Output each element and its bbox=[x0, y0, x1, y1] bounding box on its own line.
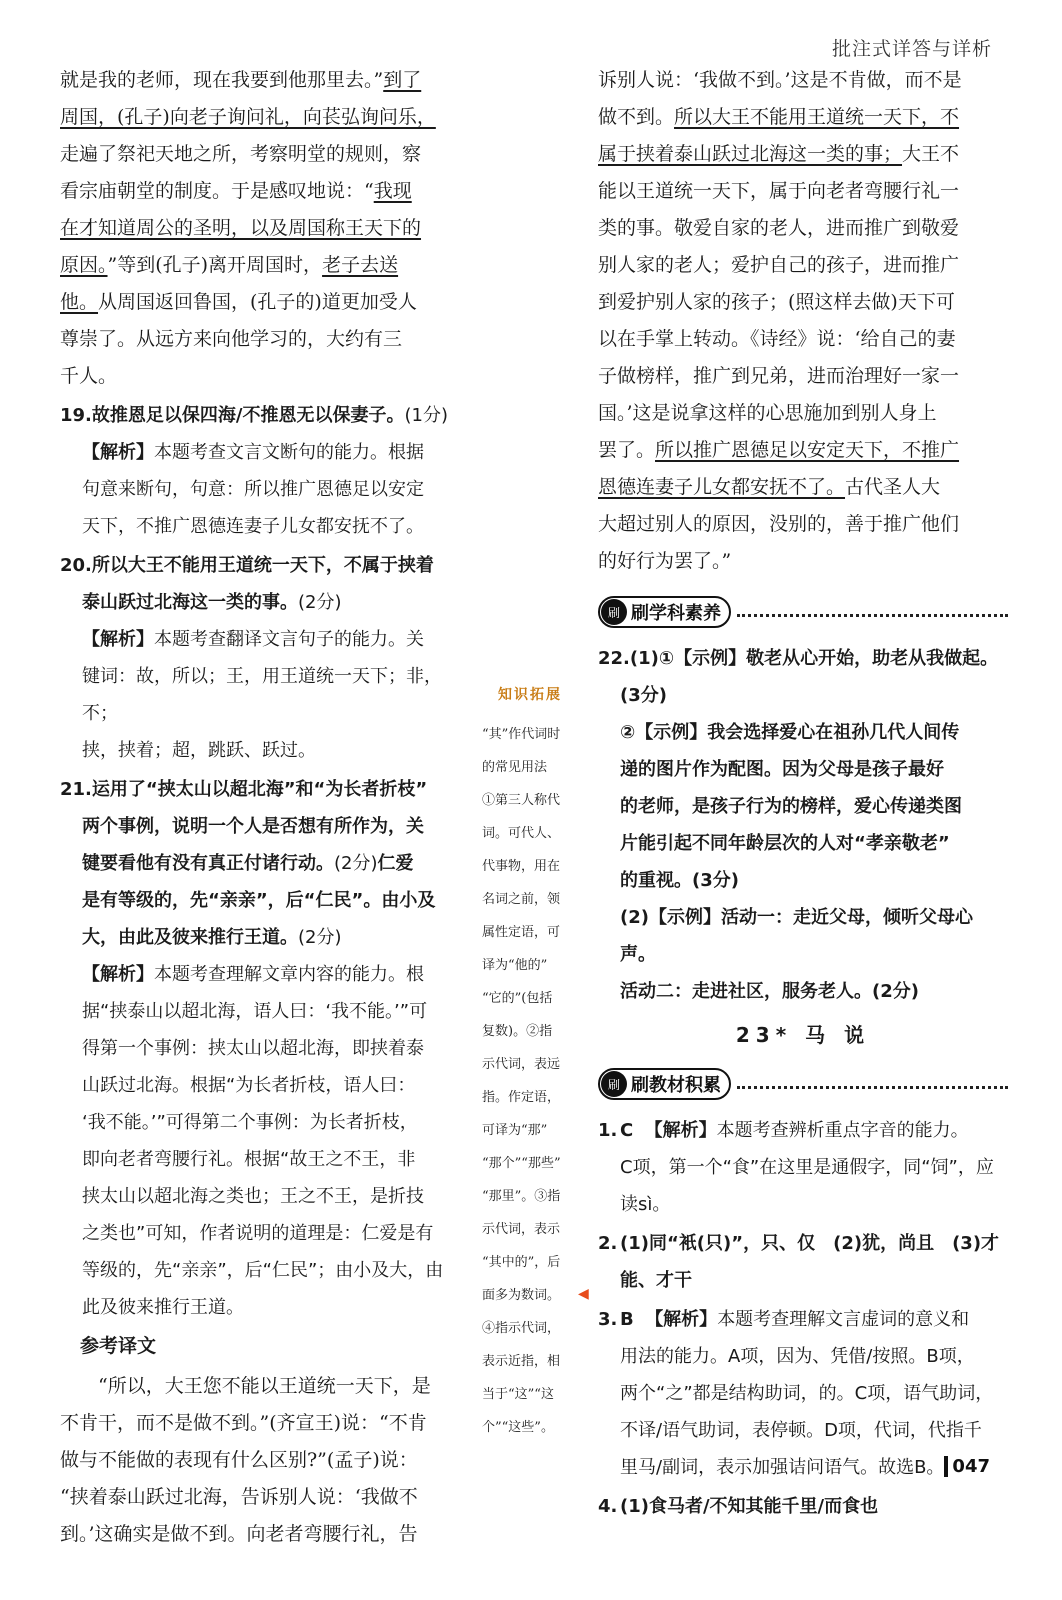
underlined-text: 到了 bbox=[383, 69, 422, 91]
knowledge-note bbox=[482, 62, 578, 1444]
q3-line: 用法的能力。A项，因为、凭借/按照。B项， bbox=[620, 1346, 975, 1367]
underlined-text: 在才知道周公的圣明，以及周国称王天下的 bbox=[60, 217, 422, 239]
text-run: 大王不 bbox=[902, 143, 960, 165]
note-line: 复数)。②指 bbox=[482, 1024, 553, 1039]
q22-line: 的重视。(3分) bbox=[620, 870, 739, 891]
q20-analysis-line: 挟，挟着；超，跳跃、跃过。 bbox=[82, 740, 316, 761]
q4-number: 4. bbox=[598, 1496, 618, 1517]
q22-line: (1)①【示例】敬老从心开始，助老从我做起。 bbox=[629, 648, 999, 669]
handwritten-line bbox=[60, 173, 470, 210]
note-line: 个”“这些”。 bbox=[482, 1420, 554, 1435]
text-run: 走遍了祭祀天地之所，考察明堂的规则，察 bbox=[60, 143, 422, 165]
text-run: 能以王道统一天下，属于向老者弯腰行礼一 bbox=[598, 180, 960, 202]
handwritten-line bbox=[598, 395, 1008, 432]
q21-answer-line: 键要看他有没有真正付诸行动。 bbox=[82, 853, 334, 874]
reference-translation bbox=[60, 1368, 470, 1553]
q20-analysis-line: 键词：故，所以；王，用王道统一天下；非，不； bbox=[82, 666, 442, 724]
reference-translation-heading: 参考译文 bbox=[80, 1335, 157, 1357]
text-run: 的好行为罢了。” bbox=[598, 550, 732, 572]
q3-number: 3. bbox=[598, 1309, 618, 1330]
question-21 bbox=[60, 771, 470, 1326]
page-number: 047 bbox=[944, 1456, 990, 1477]
brush-icon: 刷 bbox=[601, 1071, 627, 1097]
question-4 bbox=[598, 1488, 1008, 1525]
note-line: ④指示代词， bbox=[482, 1321, 561, 1336]
q21-analysis-line: ‘我不能。’”可得第二个事例：为长者折枝， bbox=[82, 1112, 418, 1133]
dotted-divider bbox=[737, 614, 1008, 617]
section-label: 刷学科素养 bbox=[631, 603, 721, 624]
q22-number: 22. bbox=[598, 648, 630, 669]
q21-answer-line: 运用了“挟太山以超北海”和“为长者折枝” bbox=[91, 779, 428, 800]
q1-answer: C bbox=[620, 1120, 634, 1141]
q22-line: (3分) bbox=[620, 685, 667, 706]
section-badge bbox=[598, 1068, 731, 1100]
note-line: 面多为数词。 bbox=[482, 1288, 561, 1303]
q3-line: 两个“之”都是结构助词，的。C项，语气助词， bbox=[620, 1383, 994, 1404]
translation-line: “挟着泰山跃过北海，告诉别人说：‘我做不 bbox=[60, 1486, 418, 1508]
note-heading: 知识拓展 bbox=[498, 687, 562, 703]
q21-analysis-line: 等级的，先“亲亲”，后“仁民”；由小及大，由 bbox=[82, 1260, 444, 1281]
q22-line: (2)【示例】活动一：走近父母，倾听父母心声。 bbox=[620, 907, 973, 965]
q20-answer-line: 泰山跃过北海这一类的事。 bbox=[82, 592, 298, 613]
q19-analysis-tag: 【解析】 bbox=[82, 442, 154, 463]
note-line: “其中的”，后 bbox=[482, 1255, 561, 1270]
q2-line: 能、才干 bbox=[620, 1270, 692, 1291]
q21-analysis-line: 此及彼来推行王道。 bbox=[82, 1297, 244, 1318]
note-line: “那里”。③指 bbox=[482, 1189, 561, 1204]
translation-continued-right bbox=[598, 62, 1008, 580]
brush-icon: 刷 bbox=[601, 599, 627, 625]
note-body bbox=[482, 718, 578, 1444]
handwritten-line bbox=[598, 432, 1008, 469]
q21-score-1: (2分) bbox=[334, 853, 378, 874]
q21-analysis-line: 挟太山以超北海之类也；王之不王，是折技 bbox=[82, 1186, 424, 1207]
translation-continued-block bbox=[60, 62, 470, 395]
text-run: 千人。 bbox=[60, 365, 118, 387]
text-run: 罢了。 bbox=[598, 439, 656, 461]
question-19 bbox=[60, 397, 470, 545]
q19-answer: 故推恩足以保四海/不推恩无以保妻子。 bbox=[91, 405, 405, 426]
note-line: 示代词，表示 bbox=[482, 1222, 561, 1237]
text-run: 到爱护别人家的孩子；(照这样去做)天下可 bbox=[598, 291, 955, 313]
note-line: 译为“他的” bbox=[482, 958, 548, 973]
q21-analysis-tag: 【解析】 bbox=[82, 964, 154, 985]
q21-analysis-line: 即向老者弯腰行礼。根据“故王之不王，非 bbox=[82, 1149, 416, 1170]
q22-line: 递的图片作为配图。因为父母是孩子最好 bbox=[620, 759, 944, 780]
handwritten-line bbox=[60, 99, 470, 136]
note-line: 代事物，用在 bbox=[482, 859, 561, 874]
text-run: 就是我的老师，现在我要到他那里去。” bbox=[60, 69, 384, 91]
handwritten-line bbox=[598, 62, 1008, 99]
section-textbook-accumulation bbox=[598, 1066, 1008, 1102]
q2-line: (1)同“衹(只)”，只、仅 (2)犹，尚且 (3)才 bbox=[620, 1233, 1000, 1254]
q21-score-2: (2分) bbox=[298, 927, 342, 948]
text-run: 类的事。敬爱自家的老人，进而推广到敬爱 bbox=[598, 217, 960, 239]
handwritten-line bbox=[598, 173, 1008, 210]
text-run: 从周国返回鲁国，(孔子的)道更加受人 bbox=[98, 291, 417, 313]
question-1 bbox=[598, 1112, 1008, 1223]
text-run: 国。’这是说拿这样的心思施加到别人身上 bbox=[598, 402, 937, 424]
translation-line: 不肯干，而不是做不到。”(齐宣王)说：“不肯 bbox=[60, 1412, 427, 1434]
q22-line: 的老师，是孩子行为的榜样，爱心传递类图 bbox=[620, 796, 962, 817]
q19-analysis-line: 天下，不推广恩德连妻子儿女都安抚不了。 bbox=[82, 516, 424, 537]
underlined-text: 恩德连妻子儿女都安抚不了。 bbox=[598, 476, 846, 498]
handwritten-line bbox=[598, 247, 1008, 284]
note-line: 指。作定语， bbox=[482, 1090, 561, 1105]
left-column bbox=[60, 62, 470, 1553]
q1-line: 读sì。 bbox=[620, 1194, 671, 1215]
lesson-title: 23* 马 说 bbox=[735, 1023, 871, 1047]
handwritten-line bbox=[60, 247, 470, 284]
underlined-text: 周国，(孔子)向老子询问礼，向苌弘询问乐， bbox=[60, 106, 436, 128]
q22-line: 片能引起不同年龄层次的人对“孝亲敬老” bbox=[620, 833, 950, 854]
q21-analysis-line: 据“挟泰山以超北海，语人曰：‘我不能。’”可 bbox=[82, 1001, 428, 1022]
text-run: 尊崇了。从远方来向他学习的，大约有三 bbox=[60, 328, 403, 350]
q21-number: 21. bbox=[60, 779, 92, 800]
q22-line: ②【示例】我会选择爱心在祖孙几代人间传 bbox=[620, 722, 960, 743]
handwritten-line bbox=[60, 284, 470, 321]
q19-analysis-line: 句意来断句，句意：所以推广恩德足以安定 bbox=[82, 479, 424, 500]
q2-number: 2. bbox=[598, 1233, 618, 1254]
right-column bbox=[598, 62, 1008, 1525]
note-line: 的常见用法 bbox=[482, 760, 548, 775]
text-run: 大超过别人的原因，没别的，善于推广他们 bbox=[598, 513, 960, 535]
section-subject-literacy bbox=[598, 594, 1008, 630]
handwritten-line bbox=[598, 284, 1008, 321]
q21-answer-line: 是有等级的，先“亲亲”，后“仁民”。由小及 bbox=[82, 890, 436, 911]
question-20 bbox=[60, 547, 470, 769]
q19-analysis-line: 本题考查文言文断句的能力。根据 bbox=[154, 442, 424, 463]
underlined-text: 我现 bbox=[373, 180, 412, 202]
note-line: “其”作代词时 bbox=[482, 727, 561, 742]
underlined-text: 所以推广恩德足以安定天下，不推广 bbox=[655, 439, 960, 461]
section-badge bbox=[598, 596, 731, 628]
q1-line: C项，第一个“食”在这里是通假字，同“饲”，应 bbox=[620, 1157, 994, 1178]
q20-analysis-line: 本题考查翻译文言句子的能力。关 bbox=[154, 629, 424, 650]
q21-analysis-line: 本题考查理解文章内容的能力。根 bbox=[154, 964, 424, 985]
handwritten-line bbox=[598, 543, 1008, 580]
underlined-text: 老子去送 bbox=[322, 254, 399, 276]
note-line: 当于“这”“这 bbox=[482, 1387, 554, 1402]
q1-analysis-tag: 【解析】 bbox=[644, 1120, 717, 1141]
handwritten-line bbox=[60, 358, 470, 395]
dotted-divider bbox=[737, 1086, 1008, 1089]
q20-answer-line: 所以大王不能用王道统一天下，不属于挟着 bbox=[91, 555, 434, 576]
note-line: 属性定语，可 bbox=[482, 925, 561, 940]
handwritten-line bbox=[598, 136, 1008, 173]
text-run: 以在手掌上转动。《诗经》说：‘给自己的妻 bbox=[598, 328, 956, 350]
q21-analysis-line: 得第一个事例：挟太山以超北海，即挟着泰 bbox=[82, 1038, 424, 1059]
q22-line: 活动二：走进社区，服务老人。(2分) bbox=[620, 981, 919, 1002]
text-run: 诉别人说：‘我做不到。’这是不肯做，而不是 bbox=[598, 69, 962, 91]
section-label: 刷教材积累 bbox=[631, 1075, 721, 1096]
handwritten-line bbox=[60, 321, 470, 358]
q21-analysis-line: 之类也”可知，作者说明的道理是：仁爱是有 bbox=[82, 1223, 434, 1244]
question-2 bbox=[598, 1225, 1008, 1299]
text-run: 看宗庙朝堂的制度。于是感叹地说：“ bbox=[60, 180, 374, 202]
text-run: ”等到(孔子)离开周国时， bbox=[107, 254, 323, 276]
handwritten-line bbox=[60, 136, 470, 173]
note-line: 表示近指，相 bbox=[482, 1354, 561, 1369]
handwritten-line bbox=[598, 99, 1008, 136]
translation-line: 做与不能做的表现有什么区别?”(孟子)说： bbox=[60, 1449, 418, 1471]
text-run: 古代圣人大 bbox=[845, 476, 941, 498]
q1-line: 本题考查辨析重点字音的能力。 bbox=[716, 1120, 969, 1141]
q21-analysis-line: 山跃过北海。根据“为长者折枝，语人曰： bbox=[82, 1075, 416, 1096]
handwritten-line bbox=[598, 469, 1008, 506]
handwritten-line bbox=[60, 62, 470, 99]
underlined-text: 他。 bbox=[60, 291, 99, 313]
q21-answer-line: 两个事例，说明一个人是否想有所作为，关 bbox=[82, 816, 424, 837]
note-line: “它的”(包括 bbox=[482, 991, 553, 1006]
q3-line: 不译/语气助词，表停顿。D项，代词，代指千 bbox=[620, 1420, 982, 1441]
q4-line: (1)食马者/不知其能千里/而食也 bbox=[620, 1496, 879, 1517]
text-run: 别人家的老人；爱护自己的孩子，进而推广 bbox=[598, 254, 960, 276]
q3-line: 里马/副词，表示加强诘问语气。故选B。 bbox=[620, 1457, 945, 1478]
underlined-text: 原因。 bbox=[60, 254, 108, 276]
question-22 bbox=[598, 640, 1008, 1010]
handwritten-line bbox=[598, 210, 1008, 247]
note-line: ①第三人称代 bbox=[482, 793, 561, 808]
q20-score: (2分) bbox=[298, 592, 342, 613]
note-line: 可译为“那” bbox=[482, 1123, 548, 1138]
translation-line: “所以，大王您不能以王道统一天下，是 bbox=[98, 1375, 431, 1397]
note-line: 示代词，表远 bbox=[482, 1057, 561, 1072]
q3-analysis-tag: 【解析】 bbox=[645, 1309, 718, 1330]
q20-number: 20. bbox=[60, 555, 92, 576]
handwritten-line bbox=[598, 506, 1008, 543]
handwritten-line bbox=[60, 210, 470, 247]
q19-number: 19. bbox=[60, 405, 92, 426]
handwritten-line bbox=[598, 358, 1008, 395]
underlined-text: 所以大王不能用王道统一天下，不 bbox=[674, 106, 960, 128]
note-line: 词。可代人、 bbox=[482, 826, 561, 841]
q3-line: 本题考查理解文言虚词的意义和 bbox=[717, 1309, 970, 1330]
note-line: “那个”“那些” bbox=[482, 1156, 561, 1171]
header-title: 批注式详答与详析 bbox=[831, 38, 992, 60]
text-run: 做不到。 bbox=[598, 106, 675, 128]
arrow-marker-icon: ◀ bbox=[578, 1286, 589, 1302]
q21-answer-line: 大，由此及彼来推行王道。 bbox=[82, 927, 298, 948]
q3-answer: B bbox=[620, 1309, 634, 1330]
q19-score: (1分) bbox=[404, 405, 448, 426]
q21-answer-tail: 仁爱 bbox=[377, 853, 414, 874]
translation-line: 到。’这确实是做不到。向老者弯腰行礼，告 bbox=[60, 1523, 418, 1545]
q20-analysis-tag: 【解析】 bbox=[82, 629, 154, 650]
handwritten-line bbox=[598, 321, 1008, 358]
underlined-text: 属于挟着泰山跃过北海这一类的事； bbox=[598, 143, 903, 165]
note-line: 名词之前，领 bbox=[482, 892, 561, 907]
text-run: 子做榜样，推广到兄弟，进而治理好一家一 bbox=[598, 365, 960, 387]
q1-number: 1. bbox=[598, 1120, 618, 1141]
